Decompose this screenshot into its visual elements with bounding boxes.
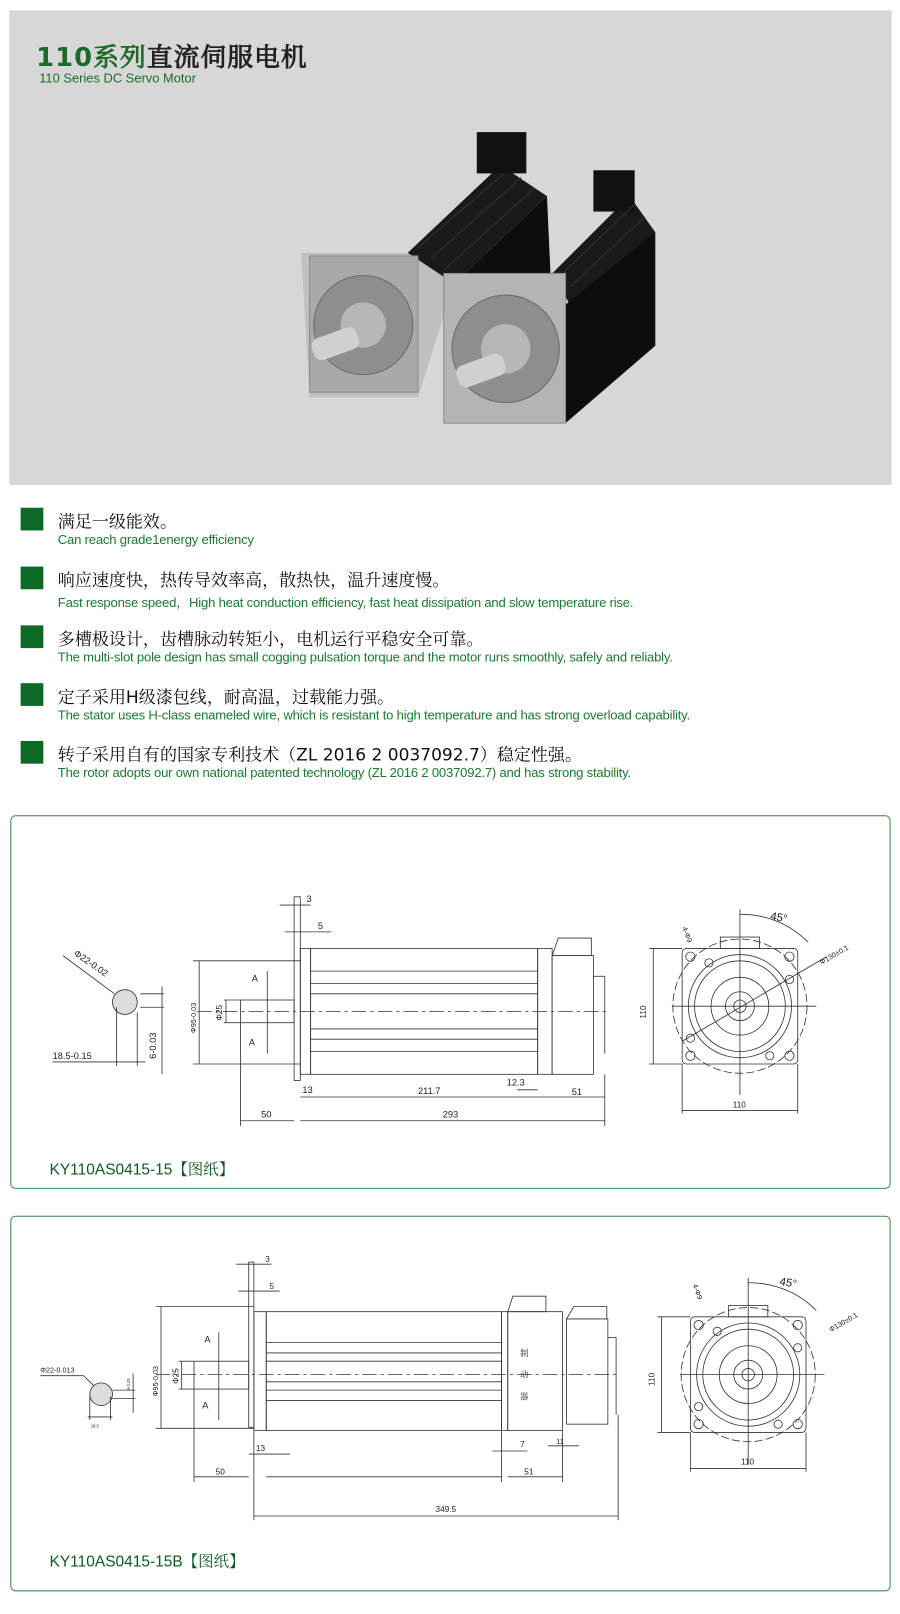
dim-width-110: 110 [732, 1100, 746, 1110]
dim-phi95: Φ95-0.03 [150, 1366, 160, 1397]
brake-label: 器 [520, 1392, 529, 1402]
dim-211-7: 211.7 [417, 1085, 441, 1096]
dim-349-5: 349.5 [435, 1504, 457, 1514]
dim-12-3: 12.3 [506, 1077, 525, 1088]
technical-drawing [11, 816, 889, 1188]
dim-13: 13 [255, 1443, 266, 1453]
section-label-a: A [248, 1037, 255, 1048]
drawing-panel-ky110as0415-15b [10, 1216, 890, 1592]
technical-drawing [11, 1217, 889, 1591]
dim-angle-45: 45° [769, 910, 789, 926]
page-title: 110系列直流伺服电机 [36, 42, 308, 73]
dim-phi22: Φ22-0.02 [72, 948, 110, 979]
page-subtitle: 110 Series DC Servo Motor [39, 71, 196, 86]
brake-label: 动 [520, 1370, 529, 1380]
dim-angle-45: 45° [778, 1275, 798, 1291]
section-label-a: A [204, 1334, 211, 1345]
dim-18-5: 18.5-0.15 [52, 1050, 92, 1061]
dim-5: 5 [269, 1281, 274, 1291]
bullet-square-icon [21, 567, 44, 590]
hero-banner [9, 10, 891, 485]
section-label-a: A [251, 973, 258, 984]
dim-4-holes: 4-Φ9 [680, 925, 695, 944]
dim-width-110: 110 [740, 1457, 755, 1467]
dim-phi130: Φ130±0.1 [827, 1310, 860, 1335]
dim-4-holes: 4-Φ9 [690, 1282, 705, 1301]
dim-phi22: Φ22-0.013 [40, 1365, 75, 1375]
dim-51: 51 [524, 1467, 534, 1477]
bullet-square-icon [21, 625, 44, 648]
motor-product-image [9, 10, 891, 485]
dim-18-5: 18.5 [90, 1423, 99, 1429]
dim-phi25: Φ25 [171, 1368, 181, 1384]
product-page: 110系列直流伺服电机 110 Series DC Servo Motor 满足一级能效。 Can reach grade1energy efficiency 响应速度快，热传导效率高，散热快，温升速度慢。 Fast response speed，High heat conduction efficiency, fast heat dissipation and slow temperature rise. 多槽极设计，齿槽脉动转矩小，电机运行平稳安全可靠。 The multi-slot pole design has small cogging pulsation torque and the motor runs smoothly, safely and reliably. 定子采用H级漆包线，耐高温，过载能力强。 The stator uses H-class enameled wire, which is resistant to high temperature and has strong overload capability. 转子采用自有的国家专利技术（ZL 2016 2 0037092.7）稳定性强。 The rotor adopts our own national patented technology (ZL 2016 2 0037092.7) and has strong stability. Φ22-0.02 18.5-0.15 6-0.03 3 5 Φ95-0.03 Φ25 A A 13 211.7 12.3 51 50 293 45° 4-Φ9 Φ130±0.1 110 110 KY110AS0415-15【图纸】 Φ22-0.013 18.5 6-0.03 3 5 Φ95-0.03 Φ25 A A 13 50 7 51 11 349.5 制 动 器 45° 4-Φ9 Φ130±0.1 110 110 KY110AS0415-15B【图纸】 [0, 0, 900, 1614]
dim-13: 13 [302, 1084, 313, 1095]
brake-label: 制 [520, 1349, 529, 1359]
dim-3: 3 [265, 1255, 270, 1265]
drawing-panel-ky110as0415-15 [10, 815, 890, 1189]
dim-50: 50 [215, 1467, 225, 1477]
drawing-caption[interactable]: KY110AS0415-15【图纸】 [49, 1160, 235, 1179]
dim-phi25: Φ25 [214, 1004, 224, 1021]
dim-293: 293 [442, 1109, 459, 1120]
dim-51: 51 [571, 1086, 583, 1097]
dim-6: 6-0.03 [126, 1378, 132, 1391]
dim-11: 11 [556, 1436, 564, 1446]
bullet-square-icon [21, 683, 44, 706]
section-label-a: A [202, 1400, 209, 1411]
dim-50: 50 [261, 1109, 272, 1120]
dim-3: 3 [306, 893, 312, 904]
bullet-square-icon [21, 508, 44, 531]
dim-phi95: Φ95-0.03 [189, 1002, 199, 1034]
dim-height-110: 110 [639, 1005, 649, 1019]
drawing-caption[interactable]: KY110AS0415-15B【图纸】 [49, 1553, 245, 1571]
bullet-square-icon [21, 741, 44, 764]
dim-6: 6-0.03 [147, 1032, 158, 1059]
dim-7: 7 [520, 1439, 525, 1449]
dim-5: 5 [317, 920, 324, 931]
dim-height-110: 110 [647, 1372, 657, 1386]
dim-phi130: Φ130±0.1 [817, 942, 851, 967]
